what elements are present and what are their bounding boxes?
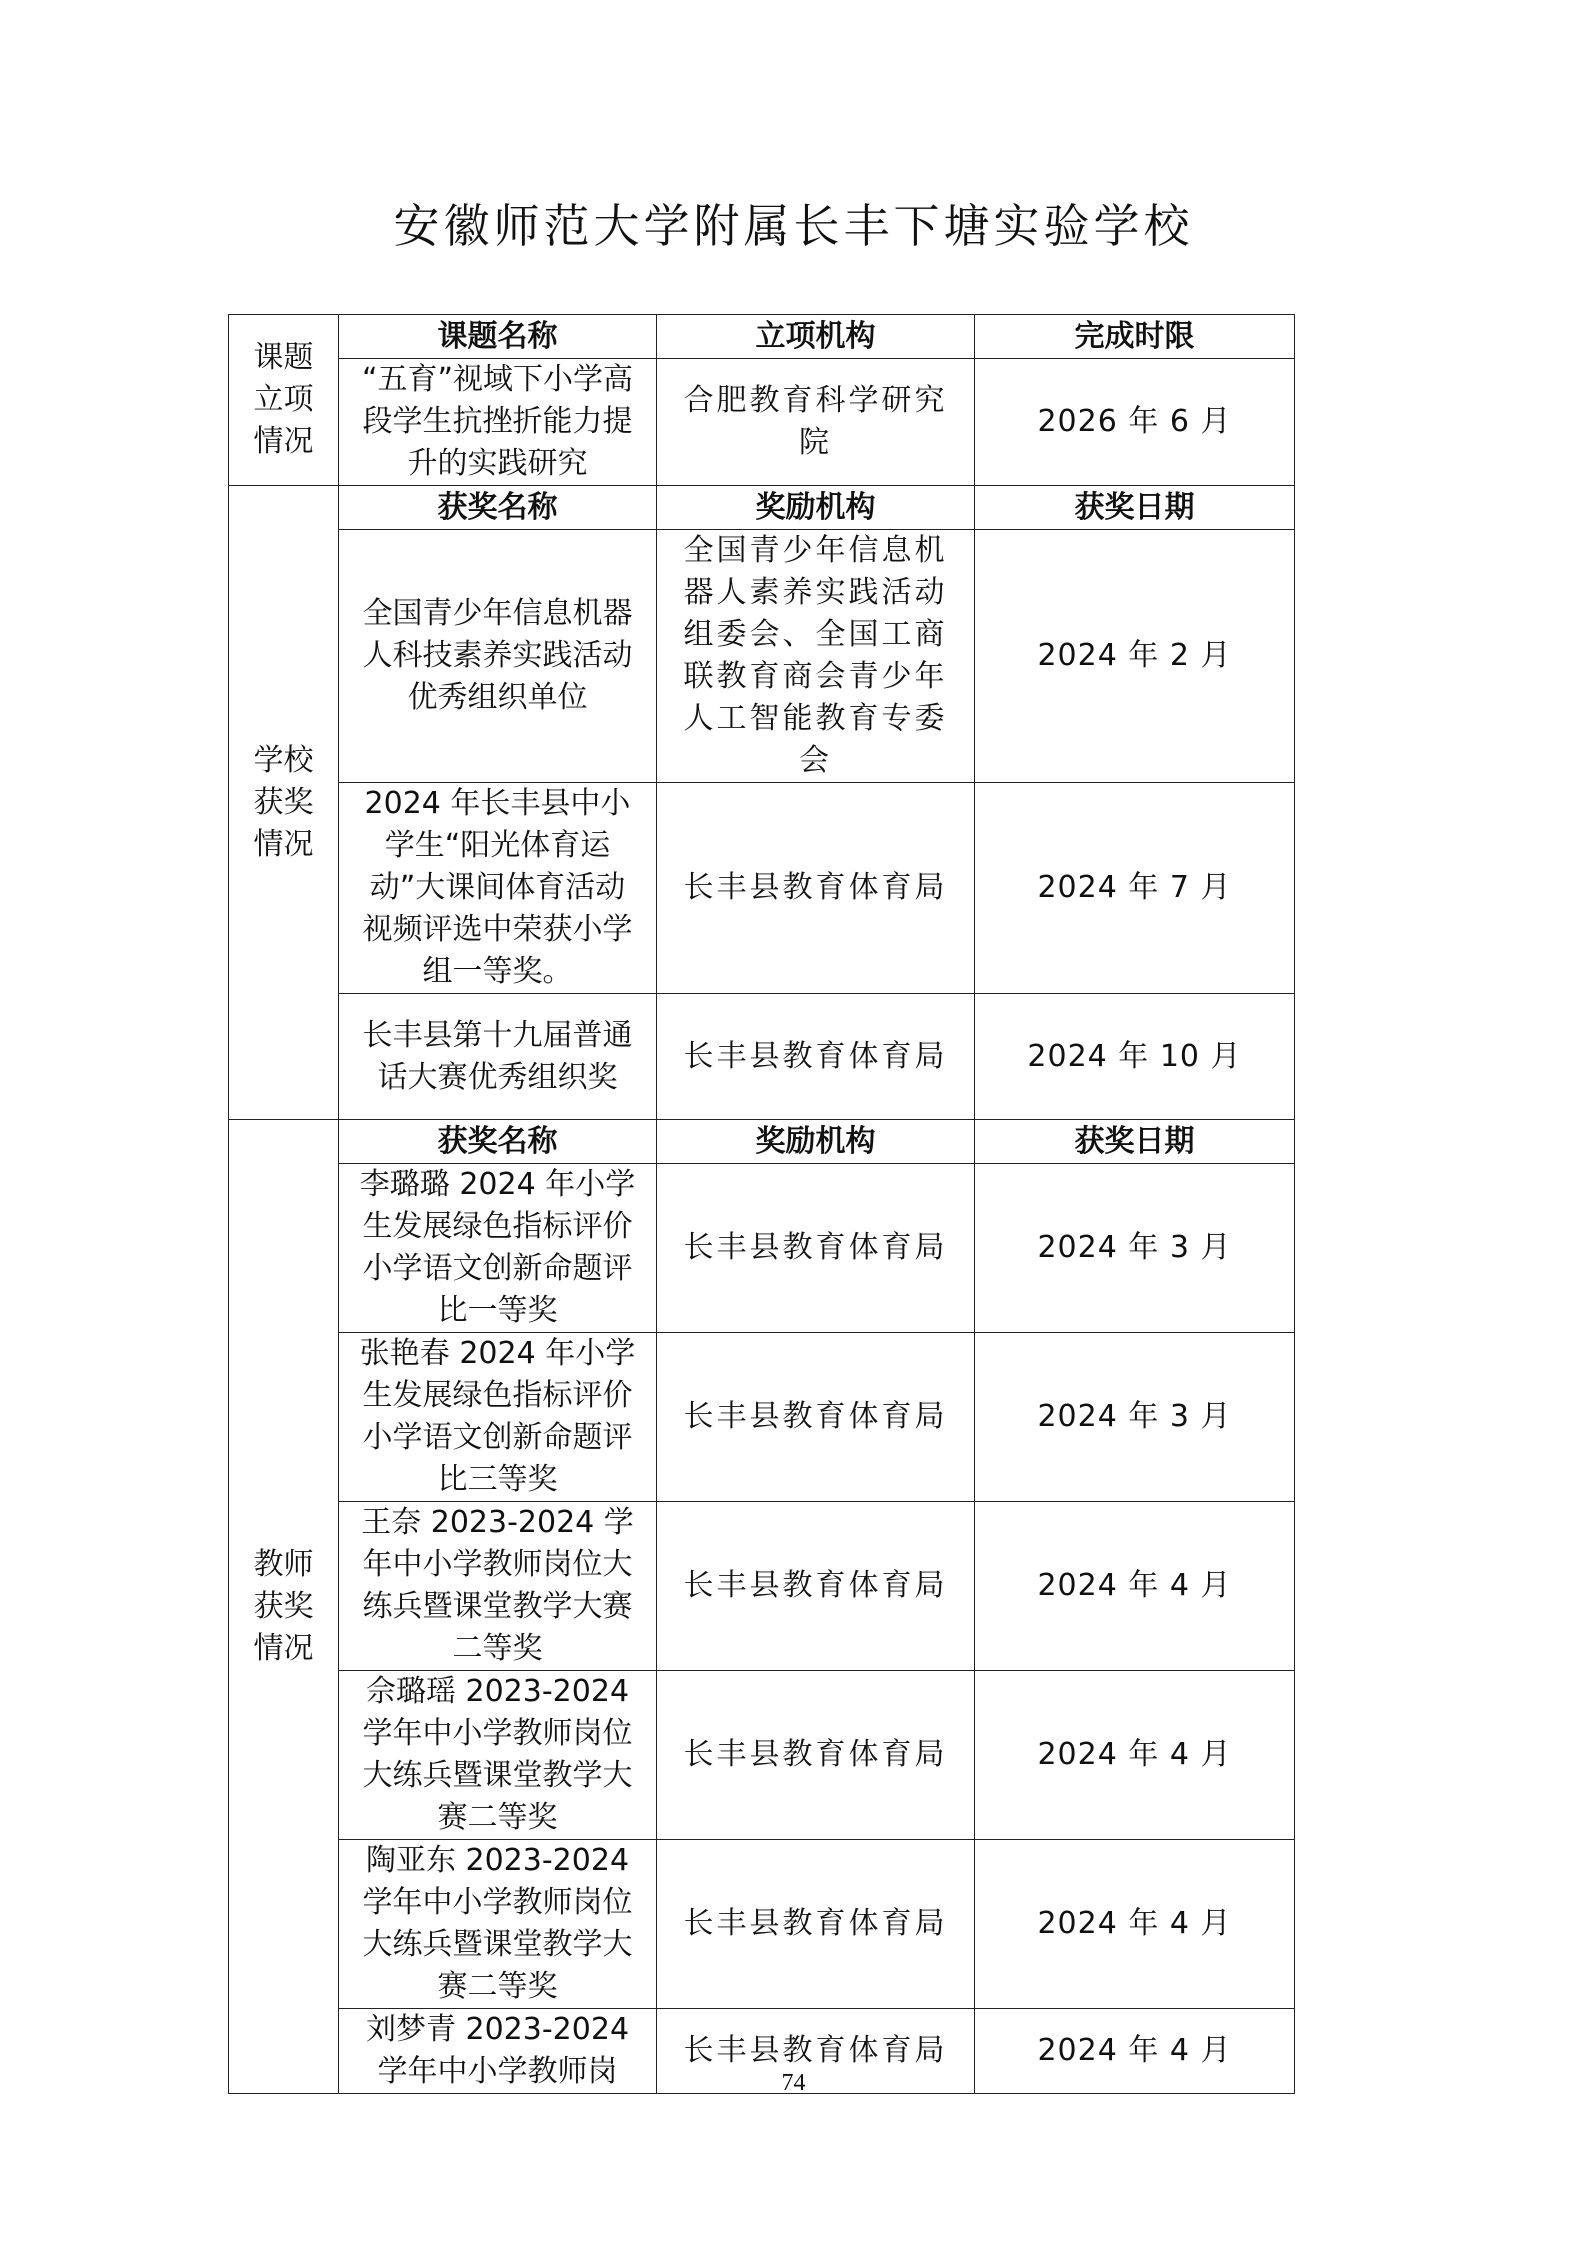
table-row <box>229 486 1295 530</box>
header-cell: 获奖名称 <box>339 1120 657 1164</box>
header-cell: 获奖名称 <box>339 486 657 530</box>
award-org-cell: 长丰县教育体育局 <box>657 1840 975 2009</box>
table-row <box>229 1671 1295 1840</box>
awards-table <box>228 314 1295 2094</box>
category-school: 学校获奖情况 <box>229 486 339 1120</box>
table-row <box>229 1840 1295 2009</box>
table-row <box>229 1120 1295 1164</box>
award-date-cell: 2024 年 4 月 <box>975 1840 1295 2009</box>
award-org-cell: 长丰县教育体育局 <box>657 1333 975 1502</box>
award-date-cell: 2024 年 10 月 <box>975 994 1295 1120</box>
award-org-cell: 全国青少年信息机器人素养实践活动组委会、全国工商联教育商会青少年人工智能教育专委会 <box>657 530 975 783</box>
table-row <box>229 994 1295 1120</box>
award-name-cell: 陶亚东 2023-2024 学年中小学教师岗位大练兵暨课堂教学大赛二等奖 <box>339 1840 657 2009</box>
page-number: 74 <box>781 2070 806 2096</box>
header-cell: 获奖日期 <box>975 486 1295 530</box>
award-date-cell: 2024 年 4 月 <box>975 1502 1295 1671</box>
award-date-cell: 2024 年 4 月 <box>975 2009 1295 2094</box>
award-date-cell: 2024 年 4 月 <box>975 1671 1295 1840</box>
table-row <box>229 315 1295 359</box>
award-name-cell: 张艳春 2024 年小学生发展绿色指标评价小学语文创新命题评比三等奖 <box>339 1333 657 1502</box>
award-date-cell: 2024 年 2 月 <box>975 530 1295 783</box>
award-org-cell: 长丰县教育体育局 <box>657 2009 975 2094</box>
award-name-cell: 刘梦青 2023-2024 学年中小学教师岗 <box>339 2009 657 2094</box>
award-org-cell: 长丰县教育体育局 <box>657 1502 975 1671</box>
award-name-cell: 2024 年长丰县中小学生“阳光体育运动”大课间体育活动视频评选中荣获小学组一等奖。 <box>339 783 657 994</box>
award-org-cell: 长丰县教育体育局 <box>657 994 975 1120</box>
award-name-cell: 全国青少年信息机器人科技素养实践活动优秀组织单位 <box>339 530 657 783</box>
page-title: 安徽师范大学附属长丰下塘实验学校 <box>393 199 1194 253</box>
award-name-cell: 李璐璐 2024 年小学生发展绿色指标评价小学语文创新命题评比一等奖 <box>339 1164 657 1333</box>
award-org-cell: 长丰县教育体育局 <box>657 1671 975 1840</box>
project-org-cell: 合肥教育科学研究院 <box>657 359 975 486</box>
award-date-cell: 2024 年 7 月 <box>975 783 1295 994</box>
award-name-cell: 王奈 2023-2024 学年中小学教师岗位大练兵暨课堂教学大赛二等奖 <box>339 1502 657 1671</box>
award-name-cell: 长丰县第十九届普通话大赛优秀组织奖 <box>339 994 657 1120</box>
table-row <box>229 1333 1295 1502</box>
header-cell: 奖励机构 <box>657 486 975 530</box>
award-date-cell: 2024 年 3 月 <box>975 1333 1295 1502</box>
header-cell: 获奖日期 <box>975 1120 1295 1164</box>
table-row <box>229 359 1295 486</box>
project-date-cell: 2026 年 6 月 <box>975 359 1295 486</box>
header-cell: 完成时限 <box>975 315 1295 359</box>
award-name-cell: 佘璐瑶 2023-2024 学年中小学教师岗位大练兵暨课堂教学大赛二等奖 <box>339 1671 657 1840</box>
award-org-cell: 长丰县教育体育局 <box>657 1164 975 1333</box>
table-row <box>229 1502 1295 1671</box>
project-name-cell: “五育”视域下小学高段学生抗挫折能力提升的实践研究 <box>339 359 657 486</box>
category-teacher: 教师获奖情况 <box>229 1120 339 2094</box>
header-cell: 立项机构 <box>657 315 975 359</box>
table-row <box>229 783 1295 994</box>
category-project: 课题立项情况 <box>229 315 339 486</box>
award-org-cell: 长丰县教育体育局 <box>657 783 975 994</box>
header-cell: 课题名称 <box>339 315 657 359</box>
table-row <box>229 530 1295 783</box>
award-date-cell: 2024 年 3 月 <box>975 1164 1295 1333</box>
header-cell: 奖励机构 <box>657 1120 975 1164</box>
table-row <box>229 1164 1295 1333</box>
